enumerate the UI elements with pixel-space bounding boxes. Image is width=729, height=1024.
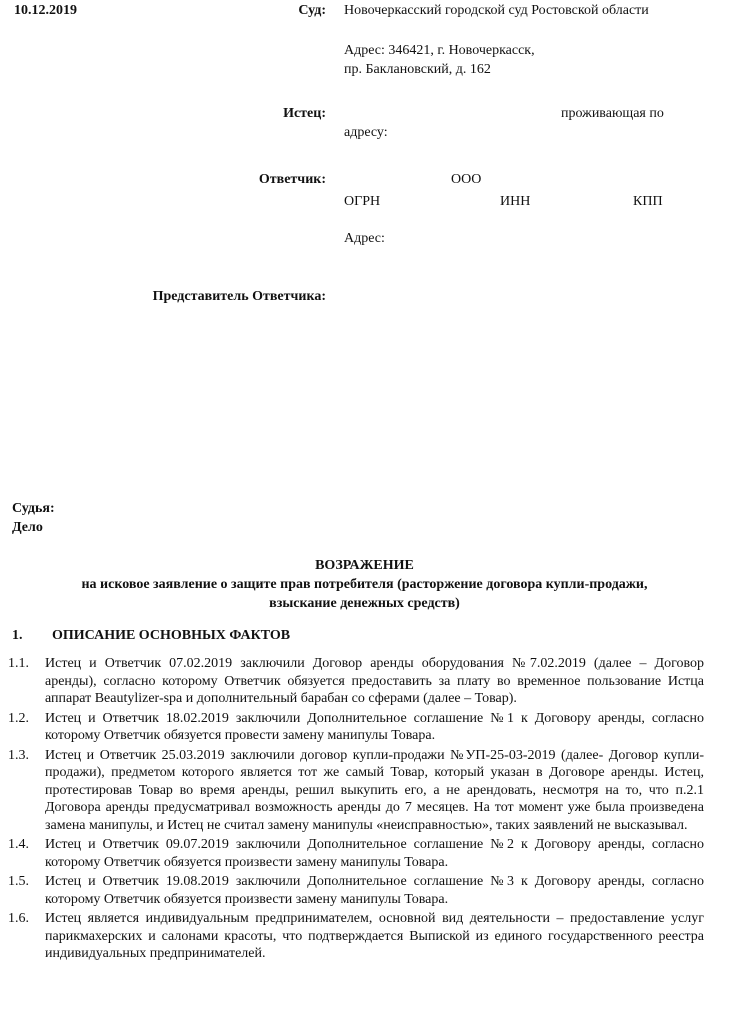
judge-label: Судья: <box>12 501 55 516</box>
defendant-inn-label: ИНН <box>500 194 531 209</box>
plaintiff-address-label: адресу: <box>344 125 388 140</box>
list-item-number: 1.2. <box>8 710 29 726</box>
list-item-number: 1.5. <box>8 874 29 889</box>
plaintiff-residing: проживающая по <box>561 106 664 121</box>
document-subtitle-line2: взыскание денежных средств) <box>269 596 460 611</box>
court-label: Суд: <box>298 3 326 18</box>
representative-label: Представитель Ответчика: <box>152 289 326 304</box>
document-subtitle-line1: на исковое заявление о защите прав потребителя (расторжение договора купли-продажи, <box>81 577 648 592</box>
list-item <box>8 710 704 745</box>
plaintiff-label: Истец: <box>283 106 326 121</box>
list-item <box>8 655 704 708</box>
list-item-text: Истец и Ответчик 09.07.2019 заключили Дополнительное соглашение №2 к Договору аренды, согласно которому Ответчик обязуется произвести замену манипулы Товара. <box>45 837 704 870</box>
list-item <box>8 836 704 871</box>
list-item-text: Истец является индивидуальным предпринимателем, основной вид деятельности – предоставление услуг парикмахерских и салонами красоты, что подтверждается Выпиской из единого государственного реестра индивидуальных предпринимателей. <box>45 911 704 961</box>
defendant-address-label: Адрес: <box>344 231 385 246</box>
document-date: 10.12.2019 <box>14 3 77 18</box>
document-title: ВОЗРАЖЕНИЕ <box>315 558 414 573</box>
list-item <box>8 747 704 835</box>
court-address-line1: Адрес: 346421, г. Новочеркасск, <box>344 43 535 58</box>
list-item-text: Истец и Ответчик 07.02.2019 заключили Договор аренды оборудования №7.02.2019 (далее – Договор аренды), согласно которому Ответчик обязуется предоставить за плату во временное пользование Истца аппарат Beautylizer-spa и дополнительный барабан со сферами (далее – Товар). <box>45 656 704 706</box>
facts-list <box>8 655 704 965</box>
defendant-kpp-label: КПП <box>633 194 663 209</box>
list-item <box>8 873 704 908</box>
list-item-text: Истец и Ответчик 19.08.2019 заключили Дополнительное соглашение №3 к Договору аренды, согласно которому Ответчик обязуется произвести замену манипулы Товара. <box>45 874 704 907</box>
section-heading <box>12 627 290 645</box>
list-item-text: Истец и Ответчик 18.02.2019 заключили Дополнительное соглашение №1 к Договору аренды, согласно которому Ответчик обязуется провести замену манипулы Товара. <box>45 710 704 743</box>
court-address-line2: пр. Баклановский, д. 162 <box>344 62 491 77</box>
list-item <box>8 910 704 963</box>
case-label: Дело <box>12 520 43 535</box>
list-item-number: 1.1. <box>8 656 29 671</box>
section-title: ОПИСАНИЕ ОСНОВНЫХ ФАКТОВ <box>52 628 291 643</box>
court-name: Новочеркасский городской суд Ростовской области <box>344 3 649 18</box>
list-item-number: 1.4. <box>8 837 29 852</box>
defendant-org: ООО <box>451 172 482 187</box>
list-item-number: 1.6. <box>8 911 29 926</box>
defendant-ogrn-label: ОГРН <box>344 194 381 209</box>
section-number: 1. <box>12 628 23 643</box>
defendant-label: Ответчик: <box>258 172 326 187</box>
list-item-text: Истец и Ответчик 25.03.2019 заключили договор купли-продажи №УП-25-03-2019 (далее- Договор купли-продажи), предметом которого является тот же самый Товар, который указан в Договоре аренды. Истец, протестировав Товар во время аренды, решил выкупить его, а не арендовать, несмотря на то, что п.2.1 Договора аренды предусматривал возможность аренды до 7 месяцев. На тот момент уже была произведена замена манипулы, и Истец не считал замену манипулы «неисправностью», таких заявлений не высказывал. <box>45 747 704 833</box>
list-item-number: 1.3. <box>8 747 29 763</box>
